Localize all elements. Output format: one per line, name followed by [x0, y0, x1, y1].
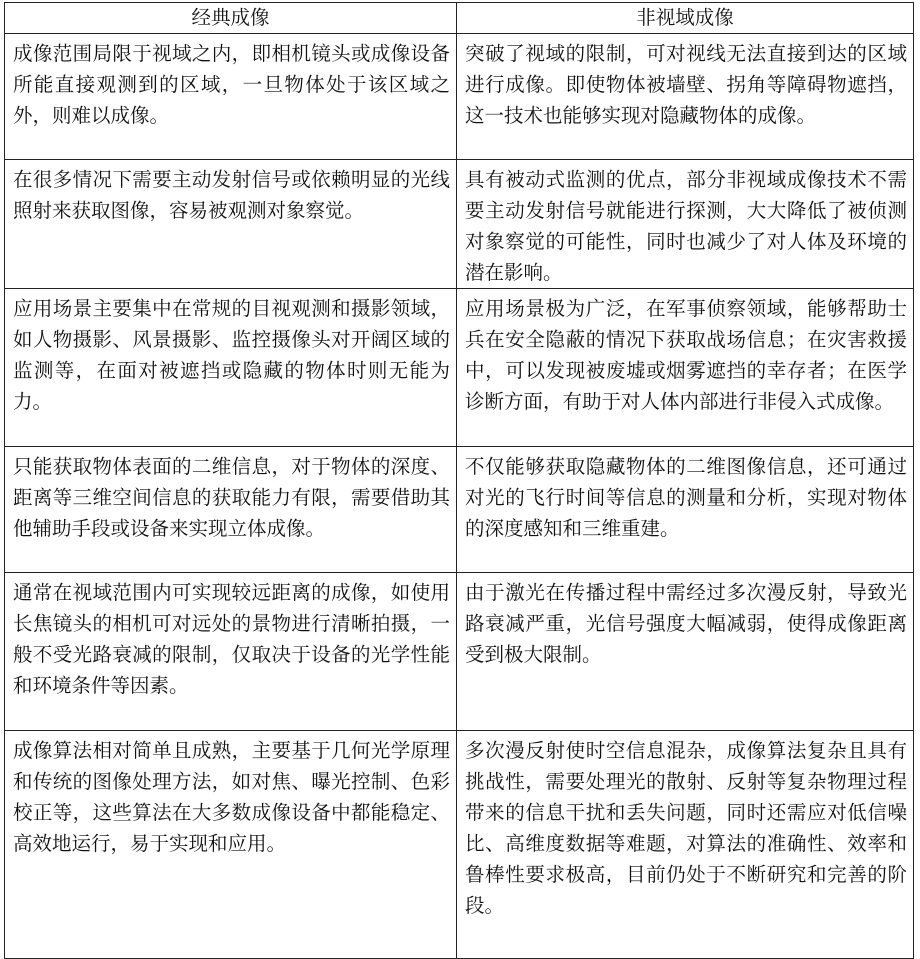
- cell-classic: 在很多情况下需要主动发射信号或依赖明显的光线照射来获取图像，容易被观测对象察觉。: [5, 160, 457, 289]
- cell-classic: 成像范围局限于视域之内，即相机镜头或成像设备所能直接观测到的区域，一旦物体处于该区域之外，则难以成像。: [5, 34, 457, 160]
- cell-classic: 通常在视域范围内可实现较远距离的成像，如使用长焦镜头的相机可对远处的景物进行清晰拍摄，一般不受光路衰减的限制，仅取决于设备的光学性能和环境条件等因素。: [5, 573, 457, 731]
- cell-nlos: 突破了视域的限制，可对视线无法直接到达的区域进行成像。即使物体被墙壁、拐角等障碍物遮挡，这一技术也能够实现对隐藏物体的成像。: [457, 34, 914, 160]
- table-row: [5, 731, 914, 959]
- cell-nlos: 具有被动式监测的优点，部分非视域成像技术不需要主动发射信号就能进行探测，大大降低了被侦测对象察觉的可能性，同时也减少了对人体及环境的潜在影响。: [457, 160, 914, 289]
- table-row: [5, 573, 914, 731]
- cell-classic: 成像算法相对简单且成熟，主要基于几何光学原理和传统的图像处理方法，如对焦、曝光控制、色彩校正等，这些算法在大多数成像设备中都能稳定、高效地运行，易于实现和应用。: [5, 731, 457, 959]
- cell-nlos: 多次漫反射使时空信息混杂，成像算法复杂且具有挑战性，需要处理光的散射、反射等复杂物理过程带来的信息干扰和丢失问题，同时还需应对低信噪比、高维度数据等难题，对算法的准确性、效率和鲁棒性要求极高，目前仍处于不断研究和完善的阶段。: [457, 731, 914, 959]
- cell-nlos: 不仅能够获取隐藏物体的二维图像信息，还可通过对光的飞行时间等信息的测量和分析，实现对物体的深度感知和三维重建。: [457, 447, 914, 573]
- table-row: [5, 447, 914, 573]
- comparison-table: [4, 2, 914, 959]
- header-classic-imaging: 经典成像: [5, 3, 457, 34]
- table-row: [5, 289, 914, 447]
- table-row: [5, 34, 914, 160]
- header-nlos-imaging: 非视域成像: [457, 3, 914, 34]
- cell-nlos: 应用场景极为广泛，在军事侦察领域，能够帮助士兵在安全隐蔽的情况下获取战场信息；在灾害救援中，可以发现被废墟或烟雾遮挡的幸存者；在医学诊断方面，有助于对人体内部进行非侵入式成像。: [457, 289, 914, 447]
- cell-classic: 应用场景主要集中在常规的目视观测和摄影领域，如人物摄影、风景摄影、监控摄像头对开阔区域的监测等，在面对被遮挡或隐藏的物体时则无能为力。: [5, 289, 457, 447]
- cell-classic: 只能获取物体表面的二维信息，对于物体的深度、距离等三维空间信息的获取能力有限，需要借助其他辅助手段或设备来实现立体成像。: [5, 447, 457, 573]
- header-row: [5, 3, 914, 34]
- table-row: [5, 160, 914, 289]
- cell-nlos: 由于激光在传播过程中需经过多次漫反射，导致光路衰减严重，光信号强度大幅减弱，使得成像距离受到极大限制。: [457, 573, 914, 731]
